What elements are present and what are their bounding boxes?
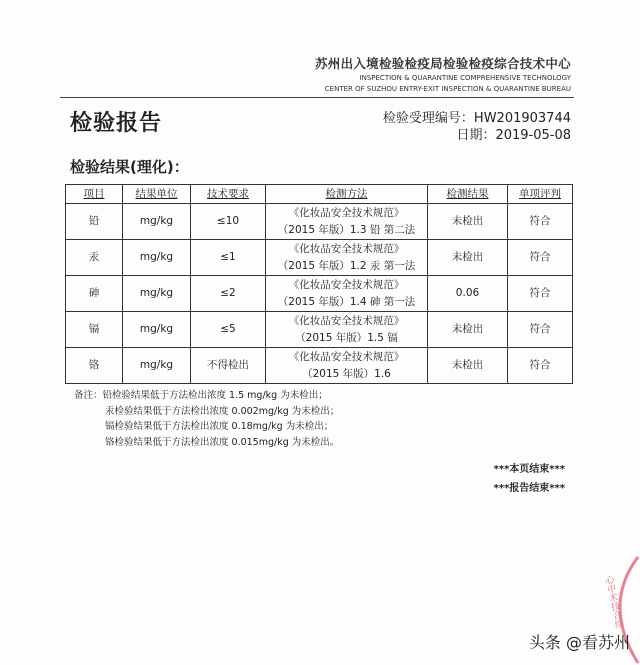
method-line: （2015 年版）1.6 [302, 367, 391, 380]
cell-method [266, 348, 428, 384]
cell-unit: mg/kg [123, 312, 191, 348]
cell-verdict: 符合 [508, 348, 573, 384]
acceptance-number: 检验受理编号：HW201903744 [382, 111, 571, 126]
cell-method [266, 276, 428, 312]
cell-result: 未检出 [428, 348, 508, 384]
cell-verdict: 符合 [508, 240, 573, 276]
report-date: 日期：2019-05-08 [456, 128, 571, 143]
table-row [66, 204, 573, 240]
table-header-row [66, 185, 573, 204]
cell-unit: mg/kg [123, 240, 191, 276]
col-header: 技术要求 [191, 185, 266, 204]
remark-line: 铅检验结果低于方法检出浓度 1.5 mg/kg 为未检出； [102, 390, 328, 401]
method-line: 《化妆品安全技术规范》 [288, 206, 405, 219]
remark-line: 铬检验结果低于方法检出浓度 0.015mg/kg 为未检出。 [105, 436, 340, 448]
table-row [66, 276, 573, 312]
remarks [74, 388, 339, 450]
table-row [66, 348, 573, 384]
method-line: 《化妆品安全技术规范》 [288, 350, 405, 363]
header-divider [60, 97, 574, 98]
cell-result: 未检出 [428, 312, 508, 348]
cell-item: 铅 [66, 204, 123, 240]
table-row [66, 312, 573, 348]
cell-item: 汞 [66, 240, 123, 276]
report-end-marker: ***报告结束*** [493, 483, 565, 494]
cell-item: 镉 [66, 312, 123, 348]
watermark: 头条 @看苏州 [528, 633, 630, 652]
cell-unit: mg/kg [123, 276, 191, 312]
page-end-marker: ***本页结束*** [493, 464, 565, 475]
cell-result: 未检出 [428, 204, 508, 240]
cell-requirement: ≤1 [191, 240, 266, 276]
method-line: 《化妆品安全技术规范》 [288, 314, 405, 327]
cell-verdict: 符合 [508, 312, 573, 348]
cell-requirement: ≤10 [191, 204, 266, 240]
cell-verdict: 符合 [508, 276, 573, 312]
remark-line: 汞检验结果低于方法检出浓度 0.002mg/kg 为未检出； [105, 405, 340, 417]
table-row [66, 240, 573, 276]
cell-unit: mg/kg [123, 204, 191, 240]
cell-verdict: 符合 [508, 204, 573, 240]
cell-method [266, 312, 428, 348]
method-line: （2015 年版）1.3 铅 第二法 [277, 223, 416, 236]
method-line: （2015 年版）1.2 汞 第一法 [277, 259, 416, 272]
org-name-en-1: INSPECTION & QUARANTINE COMPREHENSIVE TECHNOLOGY [359, 74, 571, 82]
remarks-label: 备注： [74, 390, 103, 401]
cell-method [266, 204, 428, 240]
org-name-cn: 苏州出入境检验检疫局检验检疫综合技术中心 [314, 56, 571, 71]
cell-result: 0.06 [428, 276, 508, 312]
method-line: （2015 年版）1.4 砷 第一法 [277, 295, 416, 308]
report-title: 检验报告 [70, 111, 163, 136]
method-line: 《化妆品安全技术规范》 [288, 278, 405, 291]
section-heading: 检验结果(理化)： [70, 158, 189, 176]
method-line: （2015 年版）1.5 镉 [295, 331, 398, 344]
col-header: 结果单位 [123, 185, 191, 204]
cell-requirement: ≤5 [191, 312, 266, 348]
org-name-en-2: CENTER OF SUZHOU ENTRY-EXIT INSPECTION & QUARANTINE BUREAU [324, 85, 571, 93]
col-header: 单项评判 [508, 185, 573, 204]
col-header: 检测方法 [266, 185, 428, 204]
col-header: 检测结果 [428, 185, 508, 204]
col-header: 项目 [66, 185, 123, 204]
cell-item: 砷 [66, 276, 123, 312]
remark-line: 镉检验结果低于方法检出浓度 0.18mg/kg 为未检出； [105, 421, 334, 432]
cell-requirement: 不得检出 [191, 348, 266, 384]
cell-item: 铬 [66, 348, 123, 384]
cell-method [266, 240, 428, 276]
method-line: 《化妆品安全技术规范》 [288, 242, 405, 255]
cell-requirement: ≤2 [191, 276, 266, 312]
cell-unit: mg/kg [123, 348, 191, 384]
results-table [65, 184, 573, 384]
cell-result: 未检出 [428, 240, 508, 276]
seal-text: 心中术技合综 [602, 574, 624, 630]
